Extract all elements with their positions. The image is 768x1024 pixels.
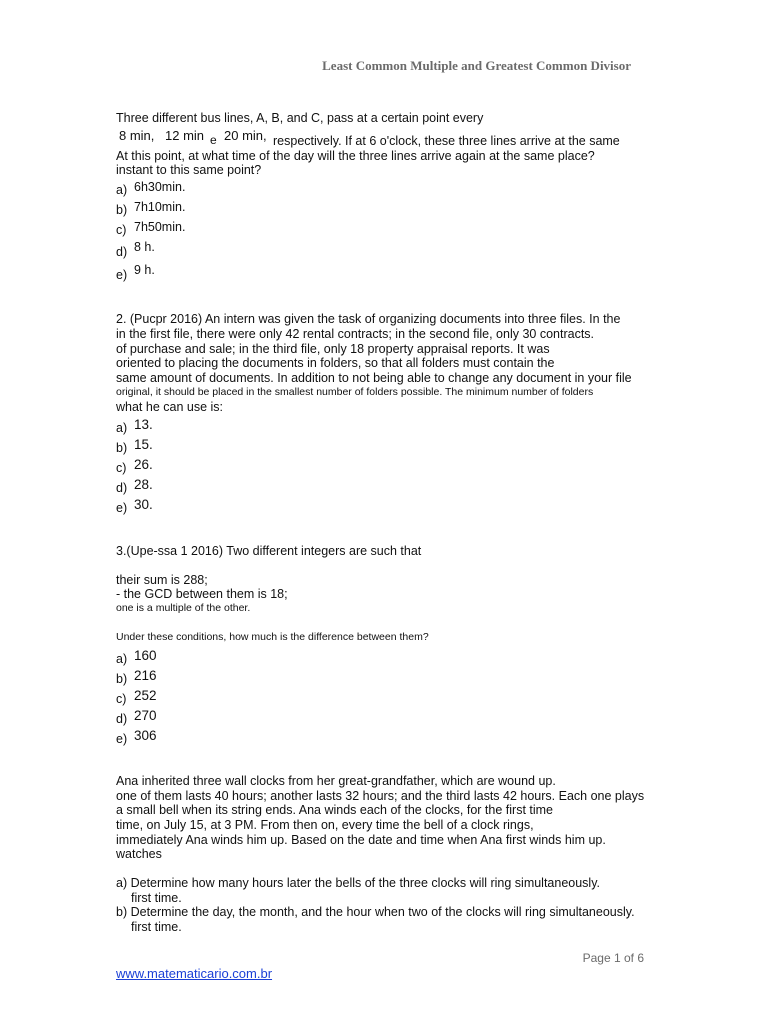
q1-option-a-value: 6h30min. bbox=[134, 180, 186, 194]
q2-option-e-value: 30. bbox=[134, 497, 153, 512]
q4-line6: watches bbox=[116, 847, 162, 861]
q2-option-c-value: 26. bbox=[134, 457, 153, 472]
q4-line5: immediately Ana winds him up. Based on the date and time when Ana first winds him up. bbox=[116, 833, 606, 847]
q4-line4: time, on July 15, at 3 PM. From then on, every time the bell of a clock rings, bbox=[116, 818, 534, 832]
q2-line4: oriented to placing the documents in folders, so that all folders must contain the bbox=[116, 356, 555, 370]
q3-option-d-value: 270 bbox=[134, 708, 157, 723]
q2-line5: same amount of documents. In addition to not being able to change any document in your file bbox=[116, 371, 632, 385]
q1-option-a-letter: a) bbox=[116, 183, 128, 197]
page-header-title: Least Common Multiple and Greatest Common Divisor bbox=[322, 58, 631, 73]
q3-option-c-value: 252 bbox=[134, 688, 157, 703]
q3-option-e-value: 306 bbox=[134, 728, 157, 743]
q1-line4: instant to this same point? bbox=[116, 163, 262, 177]
q3-option-a-letter: a) bbox=[116, 652, 128, 666]
q4-line2: one of them lasts 40 hours; another lasts 32 hours; and the third lasts 42 hours. Each one plays bbox=[116, 789, 645, 803]
q2-line3: of purchase and sale; in the third file, only 18 property appraisal reports. It was bbox=[116, 342, 550, 356]
q3-option-e-letter: e) bbox=[116, 732, 128, 746]
q1-option-d-letter: d) bbox=[116, 245, 128, 259]
website-link[interactable]: www.matematicario.com.br bbox=[116, 966, 273, 981]
q1-option-e-value: 9 h. bbox=[134, 263, 155, 277]
q1-option-e-letter: e) bbox=[116, 268, 128, 282]
q4-line1: Ana inherited three wall clocks from her great-grandfather, which are wound up. bbox=[116, 774, 556, 788]
q4-part-a-line2: first time. bbox=[131, 891, 182, 905]
q4-part-b-line1: b) Determine the day, the month, and the hour when two of the clocks will ring simultaneously. bbox=[116, 905, 635, 919]
q3-condition-2: - the GCD between them is 18; bbox=[116, 587, 288, 601]
q4-line3: a small bell when its string ends. Ana winds each of the clocks, for the first time bbox=[116, 803, 554, 817]
q1-line1: Three different bus lines, A, B, and C, pass at a certain point every bbox=[116, 111, 484, 125]
q1-value-8min: 8 min, bbox=[119, 128, 155, 143]
q1-option-c-letter: c) bbox=[116, 223, 127, 237]
q1-option-b-letter: b) bbox=[116, 203, 128, 217]
q1-line3: At this point, at what time of the day will the three lines arrive again at the same place? bbox=[116, 149, 595, 163]
q3-option-b-letter: b) bbox=[116, 672, 128, 686]
q1-option-c-value: 7h50min. bbox=[134, 220, 186, 234]
q2-line1: 2. (Pucpr 2016) An intern was given the task of organizing documents into three files. In the bbox=[116, 312, 621, 326]
q3-condition-1: their sum is 288; bbox=[116, 573, 208, 587]
q2-option-d-letter: d) bbox=[116, 481, 128, 495]
q2-line7: what he can use is: bbox=[116, 400, 224, 414]
q2-option-a-letter: a) bbox=[116, 421, 128, 435]
q3-option-c-letter: c) bbox=[116, 692, 127, 706]
q1-option-b-value: 7h10min. bbox=[134, 200, 186, 214]
q4-part-b-line2: first time. bbox=[131, 920, 182, 934]
q3-option-a-value: 160 bbox=[134, 648, 157, 663]
q2-option-b-letter: b) bbox=[116, 441, 128, 455]
q2-line2: in the first file, there were only 42 rental contracts; in the second file, only 30 contracts. bbox=[116, 327, 595, 341]
q4-part-a-line1: a) Determine how many hours later the bells of the three clocks will ring simultaneously. bbox=[116, 876, 601, 890]
q3-condition-3: one is a multiple of the other. bbox=[116, 602, 251, 614]
q1-value-12min: 12 min bbox=[165, 128, 205, 143]
q1-value-20min: 20 min, bbox=[224, 128, 267, 143]
q3-question: Under these conditions, how much is the difference between them? bbox=[116, 631, 429, 643]
q3-option-d-letter: d) bbox=[116, 712, 128, 726]
q2-line6: original, it should be placed in the smallest number of folders possible. The minimum number of folders bbox=[116, 386, 594, 398]
q1-option-d-value: 8 h. bbox=[134, 240, 155, 254]
q1-conjunction-e: e bbox=[210, 133, 217, 147]
q2-option-b-value: 15. bbox=[134, 437, 153, 452]
q3-option-b-value: 216 bbox=[134, 668, 157, 683]
q2-option-e-letter: e) bbox=[116, 501, 128, 515]
q3-title: 3.(Upe-ssa 1 2016) Two different integers are such that bbox=[116, 544, 422, 558]
q2-option-a-value: 13. bbox=[134, 417, 153, 432]
q2-option-d-value: 28. bbox=[134, 477, 153, 492]
q2-option-c-letter: c) bbox=[116, 461, 127, 475]
page-number: Page 1 of 6 bbox=[582, 951, 644, 965]
q1-line2: respectively. If at 6 o'clock, these three lines arrive at the same bbox=[273, 134, 620, 148]
